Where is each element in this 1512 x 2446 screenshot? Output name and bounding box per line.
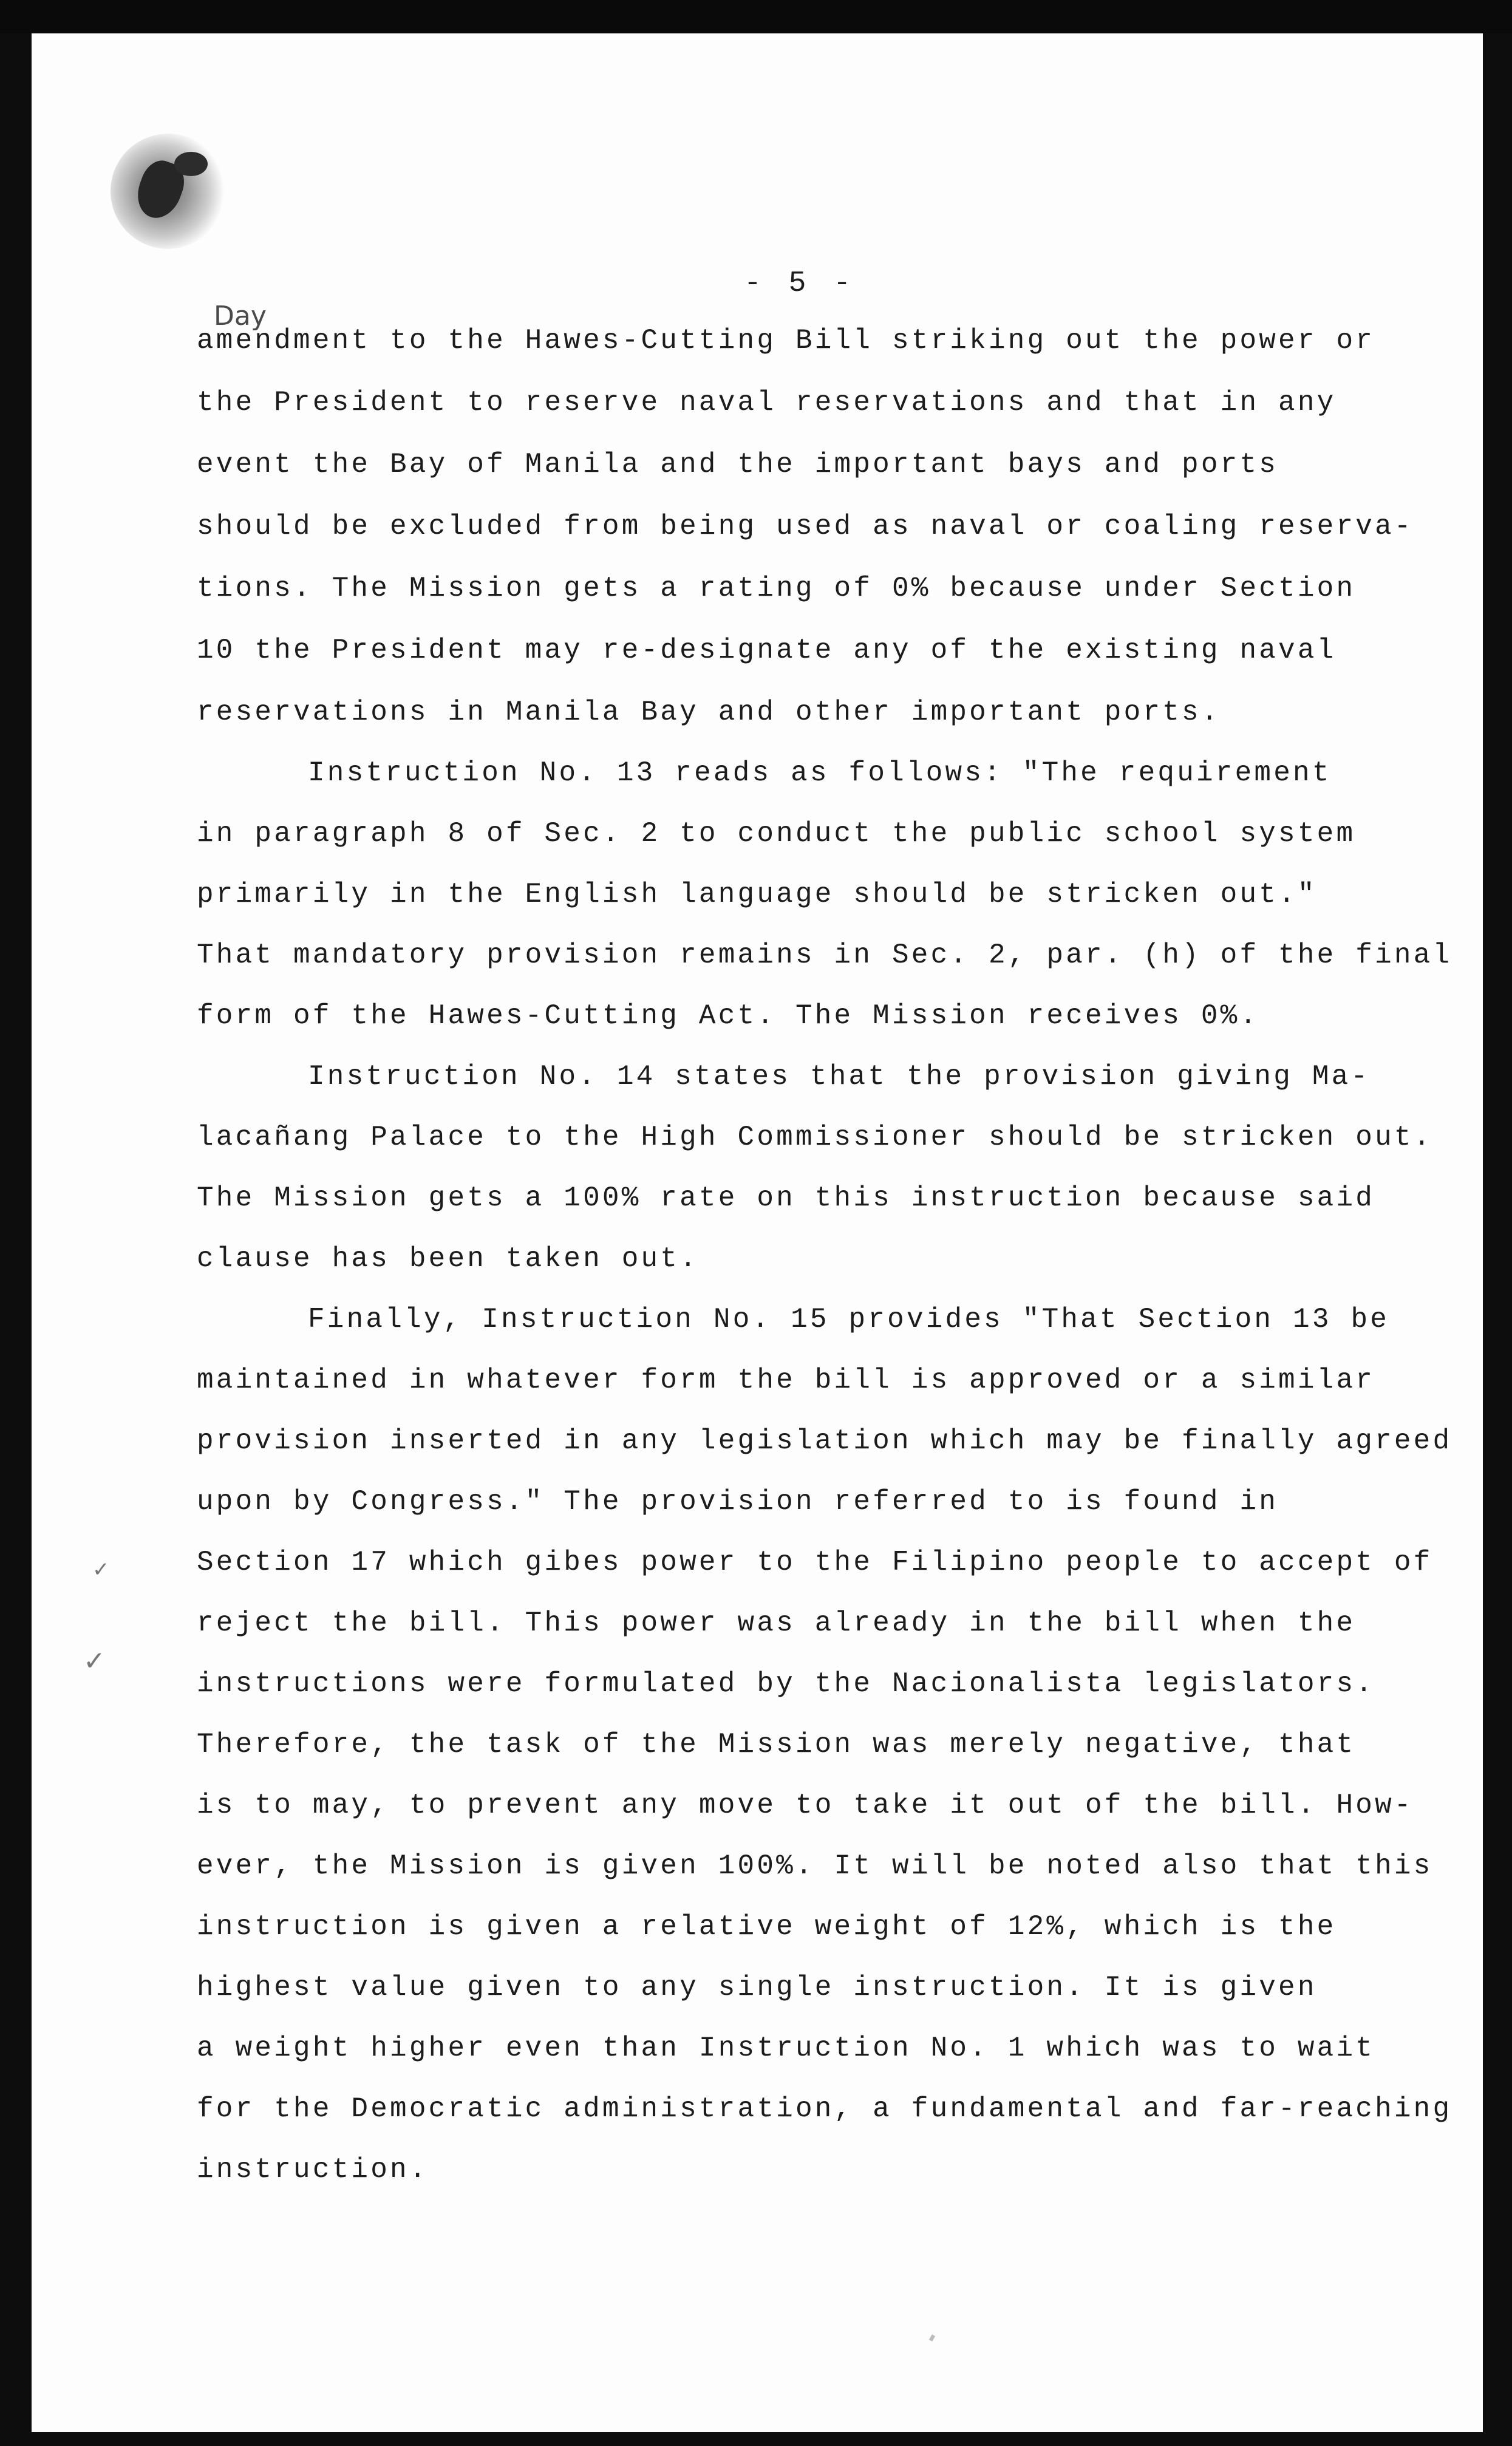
text-line: amendment to the Hawes-Cutting Bill striking out the power or bbox=[197, 325, 1375, 356]
text-line: Therefore, the task of the Mission was merely negative, that bbox=[197, 1729, 1356, 1760]
text-line: Section 17 which gibes power to the Filipino people to accept of bbox=[197, 1547, 1433, 1578]
document-page bbox=[32, 33, 1483, 2432]
text-line: primarily in the English language should be stricken out." bbox=[197, 879, 1317, 910]
text-line: highest value given to any single instruction. It is given bbox=[197, 1972, 1317, 2003]
paper-speck bbox=[929, 2334, 935, 2342]
text-line: instructions were formulated by the Nacionalista legislators. bbox=[197, 1668, 1375, 1700]
text-line: instruction. bbox=[197, 2154, 429, 2185]
text-line: the President to reserve naval reservations and that in any bbox=[197, 387, 1337, 418]
text-line: tions. The Mission gets a rating of 0% because under Section bbox=[197, 573, 1356, 604]
text-line: upon by Congress." The provision referred to is found in bbox=[197, 1486, 1279, 1518]
text-line: 10 the President may re-designate any of the existing naval bbox=[197, 635, 1337, 666]
text-line: That mandatory provision remains in Sec. 2, par. (h) of the final bbox=[197, 939, 1452, 971]
text-line: ever, the Mission is given 100%. It will be noted also that this bbox=[197, 1850, 1433, 1882]
text-line: provision inserted in any legislation which may be finally agreed bbox=[197, 1425, 1452, 1457]
text-line: maintained in whatever form the bill is approved or a similar bbox=[197, 1364, 1375, 1396]
text-line: reservations in Manila Bay and other important ports. bbox=[197, 697, 1221, 728]
margin-check-icon: ✓ bbox=[92, 1558, 110, 1582]
page-number: - 5 - bbox=[743, 267, 856, 300]
text-line: in paragraph 8 of Sec. 2 to conduct the public school system bbox=[197, 818, 1356, 850]
text-line: Instruction No. 14 states that the provision giving Ma- bbox=[308, 1061, 1371, 1092]
text-line: event the Bay of Manila and the important bays and ports bbox=[197, 449, 1279, 480]
handwritten-note: Day bbox=[214, 301, 267, 332]
text-line: form of the Hawes-Cutting Act. The Mission receives 0%. bbox=[197, 1000, 1259, 1032]
text-line: reject the bill. This power was already in the bill when the bbox=[197, 1607, 1356, 1639]
text-line: is to may, to prevent any move to take it out of the bill. How- bbox=[197, 1790, 1414, 1821]
ink-blot-tail bbox=[174, 152, 208, 176]
text-line: lacañang Palace to the High Commissioner should be stricken out. bbox=[197, 1122, 1433, 1153]
margin-check-icon: ✓ bbox=[83, 1646, 106, 1677]
text-line: Instruction No. 13 reads as follows: "The requirement bbox=[308, 757, 1332, 789]
text-line: The Mission gets a 100% rate on this instruction because said bbox=[197, 1182, 1375, 1214]
text-line: instruction is given a relative weight of 12%, which is the bbox=[197, 1911, 1337, 1943]
text-line: for the Democratic administration, a fundamental and far-reaching bbox=[197, 2093, 1452, 2125]
scan-border-top bbox=[0, 0, 1512, 33]
text-line: Finally, Instruction No. 15 provides "That Section 13 be bbox=[308, 1304, 1390, 1335]
text-line: a weight higher even than Instruction No. 1 which was to wait bbox=[197, 2032, 1375, 2064]
text-line: clause has been taken out. bbox=[197, 1243, 699, 1275]
text-line: should be excluded from being used as naval or coaling reserva- bbox=[197, 511, 1414, 542]
